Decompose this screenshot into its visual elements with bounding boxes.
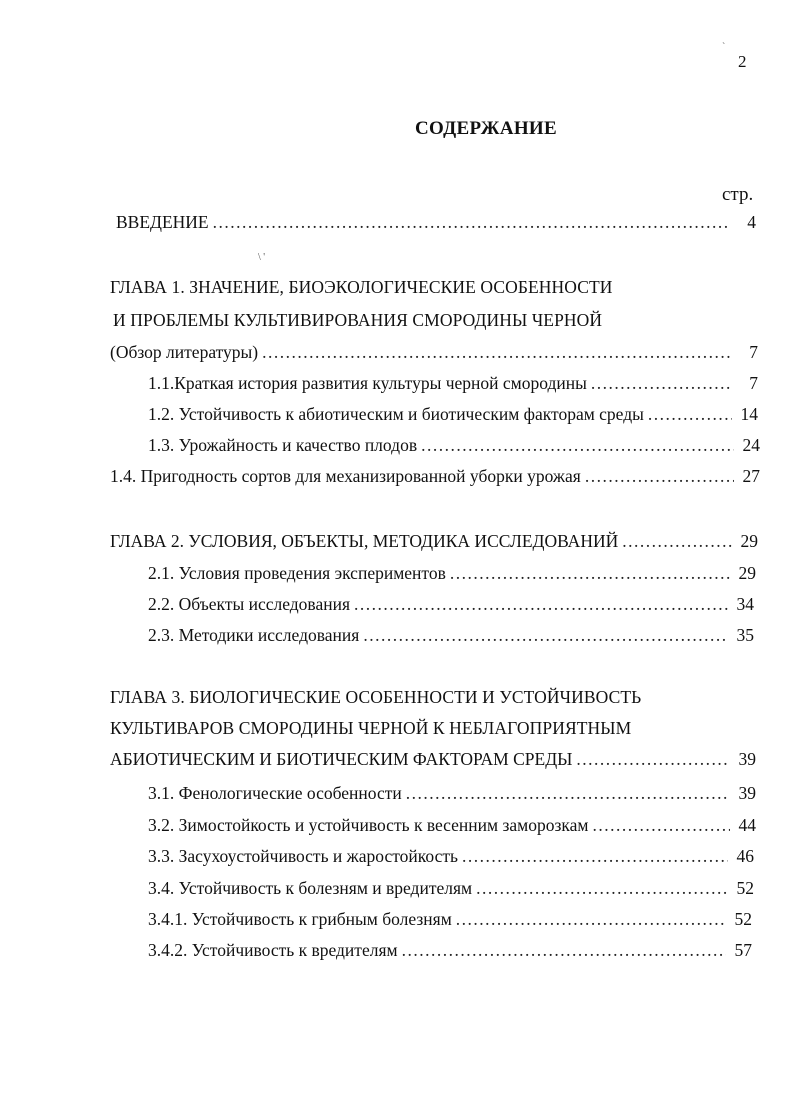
toc-entry-label: 2.3. Методики исследования (148, 625, 360, 645)
toc-entry-label: 1.3. Урожайность и качество плодов (148, 435, 418, 455)
chapter-1-heading-line: ГЛАВА 1. ЗНАЧЕНИЕ, БИОЭКОЛОГИЧЕСКИЕ ОСОБЕННОСТИ (110, 277, 613, 297)
page-number: 2 (738, 52, 747, 71)
dot-leader (576, 749, 730, 770)
toc-entry-section-2-3 (148, 625, 754, 649)
dot-leader (622, 531, 732, 552)
toc-entry-label: 1.4. Пригодность сортов для механизированной уборки урожая (110, 466, 581, 486)
toc-entry-page: 7 (749, 342, 758, 362)
toc-entry-label: 1.2. Устойчивость к абиотическим и биотическим факторам среды (148, 404, 644, 424)
toc-entry-page: 57 (734, 940, 752, 960)
toc-entry-label: 3.4. Устойчивость к болезням и вредителям (148, 878, 473, 898)
dot-leader (476, 878, 728, 899)
toc-entry-page: 46 (736, 846, 754, 866)
dot-leader (592, 815, 730, 836)
dot-leader (462, 846, 728, 867)
toc-entry-section-2-2 (148, 594, 754, 618)
toc-entry-section-3-1 (148, 783, 756, 807)
toc-entry-label: ВВЕДЕНИЕ (116, 212, 209, 232)
dot-leader (591, 373, 732, 394)
toc-entry-page: 14 (740, 404, 758, 424)
dot-leader (456, 909, 726, 930)
toc-entry-page: 35 (736, 625, 754, 645)
page-column-label: стр. (722, 184, 754, 205)
toc-entry-page: 52 (734, 909, 752, 929)
toc-entry-page: 39 (738, 749, 756, 769)
toc-entry-label: 2.1. Условия проведения экспериментов (148, 563, 446, 583)
toc-entry-chapter-2 (110, 531, 758, 555)
dot-leader (213, 212, 730, 233)
toc-entry-page: 24 (742, 435, 760, 455)
dot-leader (585, 466, 734, 487)
toc-entry-section-3-2 (148, 815, 756, 839)
chapter-3-heading-line: КУЛЬТИВАРОВ СМОРОДИНЫ ЧЕРНОЙ К НЕБЛАГОПРИЯТНЫМ (110, 718, 632, 738)
dot-leader (421, 435, 734, 456)
toc-entry-introduction (116, 212, 756, 236)
scan-speck: \ ' (258, 252, 266, 263)
toc-entry-page: 44 (738, 815, 756, 835)
toc-entry-section-1-4 (110, 466, 760, 490)
toc-entry-section-3-4 (148, 878, 754, 902)
toc-entry-label: 3.4.2. Устойчивость к вредителям (148, 940, 398, 960)
dot-leader (354, 594, 728, 615)
chapter-1-heading-line: И ПРОБЛЕМЫ КУЛЬТИВИРОВАНИЯ СМОРОДИНЫ ЧЕРНОЙ (113, 310, 603, 330)
scan-speck: ` (722, 42, 726, 53)
toc-entry-page: 27 (742, 466, 760, 486)
dot-leader (648, 404, 732, 425)
toc-entry-section-1-3 (148, 435, 760, 459)
toc-entry-section-3-4-1 (148, 909, 752, 933)
toc-entry-page: 52 (736, 878, 754, 898)
toc-entry-page: 34 (736, 594, 754, 614)
toc-entry-chapter-1 (110, 342, 758, 366)
toc-entry-label: АБИОТИЧЕСКИМ И БИОТИЧЕСКИМ ФАКТОРАМ СРЕДЫ (110, 749, 573, 769)
toc-entry-label: 1.1.Краткая история развития культуры черной смородины (148, 373, 587, 393)
toc-entry-page: 39 (738, 783, 756, 803)
toc-entry-chapter-3 (110, 749, 756, 773)
toc-entry-label: 3.4.1. Устойчивость к грибным болезням (148, 909, 452, 929)
toc-entry-label: 3.2. Зимостойкость и устойчивость к весенним заморозкам (148, 815, 589, 835)
dot-leader (363, 625, 728, 646)
dot-leader (406, 783, 730, 804)
toc-entry-label: ГЛАВА 2. УСЛОВИЯ, ОБЪЕКТЫ, МЕТОДИКА ИССЛЕДОВАНИЙ (110, 531, 619, 551)
toc-entry-page: 29 (738, 563, 756, 583)
toc-entry-label: 2.2. Объекты исследования (148, 594, 351, 614)
chapter-3-heading-line: ГЛАВА 3. БИОЛОГИЧЕСКИЕ ОСОБЕННОСТИ И УСТОЙЧИВОСТЬ (110, 687, 642, 707)
document-title: СОДЕРЖАНИЕ (415, 118, 557, 139)
toc-entry-section-1-1 (148, 373, 758, 397)
toc-entry-label: 3.1. Фенологические особенности (148, 783, 402, 803)
toc-entry-section-1-2 (148, 404, 758, 428)
toc-entry-page: 7 (749, 373, 758, 393)
toc-entry-label: 3.3. Засухоустойчивость и жаростойкость (148, 846, 458, 866)
toc-entry-section-3-4-2 (148, 940, 752, 964)
dot-leader (262, 342, 732, 363)
dot-leader (402, 940, 726, 961)
toc-entry-section-2-1 (148, 563, 756, 587)
toc-entry-section-3-3 (148, 846, 754, 870)
dot-leader (450, 563, 730, 584)
toc-entry-page: 29 (740, 531, 758, 551)
toc-entry-page: 4 (747, 212, 756, 232)
toc-entry-label: (Обзор литературы) (110, 342, 259, 362)
